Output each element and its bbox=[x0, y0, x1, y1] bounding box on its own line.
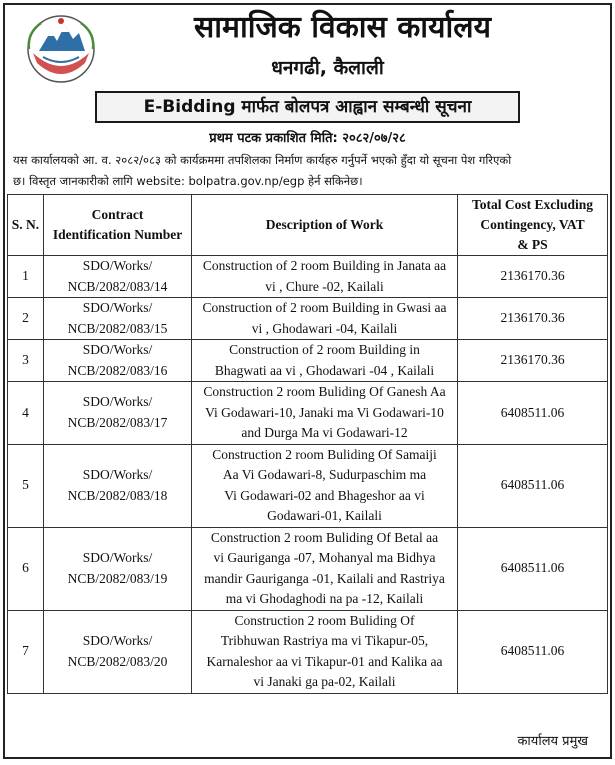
publication-date: प्रथम पटक प्रकाशित मिति: २०८२/०७/२८ bbox=[209, 131, 406, 146]
header-sn: S. N. bbox=[8, 195, 44, 256]
cell-text: Karnaleshor aa vi Tikapur-01 and Kalika aa bbox=[206, 653, 443, 669]
office-title: सामाजिक विकास कार्यालय bbox=[194, 10, 491, 45]
cell-sn: 7 bbox=[8, 610, 44, 693]
intro-paragraph bbox=[5, 148, 610, 194]
notice-header bbox=[5, 5, 610, 91]
cell-text: Godawari-01, Kailali bbox=[267, 508, 382, 523]
cell-text: Aa Vi Godawari-8, Sudurpaschim ma bbox=[222, 467, 427, 482]
cell-description bbox=[192, 340, 458, 382]
cell-cost: 2136170.36 bbox=[458, 256, 608, 298]
cell-description bbox=[192, 444, 458, 527]
cell-cost: 2136170.36 bbox=[458, 340, 608, 382]
signatory-label: कार्यालय प्रमुख bbox=[517, 734, 588, 749]
cell-contract-id bbox=[44, 444, 192, 527]
cell-text: Construction 2 room Buliding Of Ganesh Aa bbox=[203, 384, 446, 399]
cell-text: SDO/Works/ bbox=[82, 467, 153, 482]
cell-text: ma vi Ghodaghodi na pa -12, Kailali bbox=[225, 591, 424, 606]
cell-text: NCB/2082/083/14 bbox=[67, 278, 168, 294]
table-row bbox=[8, 340, 608, 382]
header-text: Contract bbox=[91, 207, 144, 222]
cell-text: Construction of 2 room Building in Gwasi aa bbox=[202, 300, 447, 315]
cell-text: NCB/2082/083/18 bbox=[67, 487, 168, 503]
cell-text: and Durga Ma vi Godawari-12 bbox=[241, 425, 408, 440]
cell-text: NCB/2082/083/17 bbox=[67, 414, 168, 430]
table-header-row bbox=[8, 195, 608, 256]
header-text: & PS bbox=[517, 237, 548, 252]
cell-text: vi , Ghodawari -04, Kailali bbox=[251, 320, 398, 336]
cell-text: Construction 2 room Buliding Of bbox=[234, 612, 415, 628]
notice-banner: E-Bidding मार्फत बोलपत्र आह्वान सम्बन्धी सूचना bbox=[95, 91, 520, 123]
cell-cost: 2136170.36 bbox=[458, 298, 608, 340]
header-text: Identification Number bbox=[52, 227, 183, 242]
cell-contract-id bbox=[44, 256, 192, 298]
intro-line: यस कार्यालयको आ. व. २०८२/०८३ को कार्यक्रममा तपशिलका निर्माण कार्यहरु गर्नुपर्ने भएको हुँदा यो सूचना पेश गरिएको bbox=[13, 153, 512, 167]
header-total-cost bbox=[458, 195, 608, 256]
cell-text: Vi Godawari-02 and Bhageshor aa vi bbox=[224, 487, 425, 503]
cell-text: SDO/Works/ bbox=[82, 633, 153, 648]
office-location: धनगढी, कैलाली bbox=[271, 57, 384, 79]
cell-contract-id bbox=[44, 298, 192, 340]
cell-description bbox=[192, 382, 458, 445]
cell-cost: 6408511.06 bbox=[458, 382, 608, 445]
cell-text: NCB/2082/083/19 bbox=[67, 570, 168, 586]
cell-contract-id bbox=[44, 610, 192, 693]
cell-text: NCB/2082/083/15 bbox=[67, 320, 168, 336]
cell-text: Construction 2 room Buliding Of Samaiji bbox=[212, 446, 437, 462]
cell-description bbox=[192, 610, 458, 693]
cell-text: Construction of 2 room Building in bbox=[229, 342, 420, 357]
cell-text: SDO/Works/ bbox=[82, 394, 153, 410]
cell-sn: 6 bbox=[8, 527, 44, 610]
cell-contract-id bbox=[44, 340, 192, 382]
works-table bbox=[7, 194, 608, 694]
cell-text: NCB/2082/083/20 bbox=[67, 653, 168, 669]
table-row bbox=[8, 256, 608, 298]
table-row bbox=[8, 444, 608, 527]
cell-text: NCB/2082/083/16 bbox=[67, 362, 168, 378]
cell-contract-id bbox=[44, 527, 192, 610]
cell-sn: 2 bbox=[8, 298, 44, 340]
cell-text: Construction 2 room Buliding Of Betal aa bbox=[210, 529, 439, 545]
cell-text: mandir Gauriganga -01, Kailali and Rastriya bbox=[204, 570, 445, 586]
cell-text: SDO/Works/ bbox=[82, 300, 153, 315]
cell-text: vi Gauriganga -07, Mohanyal ma Bidhya bbox=[213, 550, 436, 565]
intro-line: छ। विस्तृत जानकारीको लागि website: bolpatra.gov.np/egp हेर्न सकिनेछ। bbox=[13, 174, 363, 188]
cell-cost: 6408511.06 bbox=[458, 527, 608, 610]
header-contract-id bbox=[44, 195, 192, 256]
cell-description bbox=[192, 527, 458, 610]
cell-text: Tribhuwan Rastriya ma vi Tikapur-05, bbox=[220, 633, 429, 648]
cell-sn: 3 bbox=[8, 340, 44, 382]
cell-sn: 1 bbox=[8, 256, 44, 298]
cell-description bbox=[192, 298, 458, 340]
table-row bbox=[8, 527, 608, 610]
cell-text: Bhagwati aa vi , Ghodawari -04 , Kailali bbox=[214, 362, 435, 378]
cell-cost: 6408511.06 bbox=[458, 444, 608, 527]
cell-text: Vi Godawari-10, Janaki ma Vi Godawari-10 bbox=[205, 404, 444, 420]
cell-text: SDO/Works/ bbox=[82, 342, 153, 357]
cell-contract-id bbox=[44, 382, 192, 445]
header-text: Contingency, VAT bbox=[480, 217, 585, 232]
table-row bbox=[8, 382, 608, 445]
cell-text: Construction of 2 room Building in Janata aa bbox=[202, 258, 447, 273]
table-row bbox=[8, 610, 608, 693]
cell-text: SDO/Works/ bbox=[82, 550, 153, 565]
table-row bbox=[8, 298, 608, 340]
cell-text: vi , Chure -02, Kailali bbox=[265, 278, 384, 294]
notice-page bbox=[3, 3, 612, 759]
header-description: Description of Work bbox=[192, 195, 458, 256]
cell-cost: 6408511.06 bbox=[458, 610, 608, 693]
cell-text: vi Janaki ga pa-02, Kailali bbox=[253, 674, 396, 689]
header-text: Total Cost Excluding bbox=[471, 197, 594, 212]
cell-description bbox=[192, 256, 458, 298]
cell-sn: 5 bbox=[8, 444, 44, 527]
cell-text: SDO/Works/ bbox=[82, 258, 153, 273]
cell-sn: 4 bbox=[8, 382, 44, 445]
